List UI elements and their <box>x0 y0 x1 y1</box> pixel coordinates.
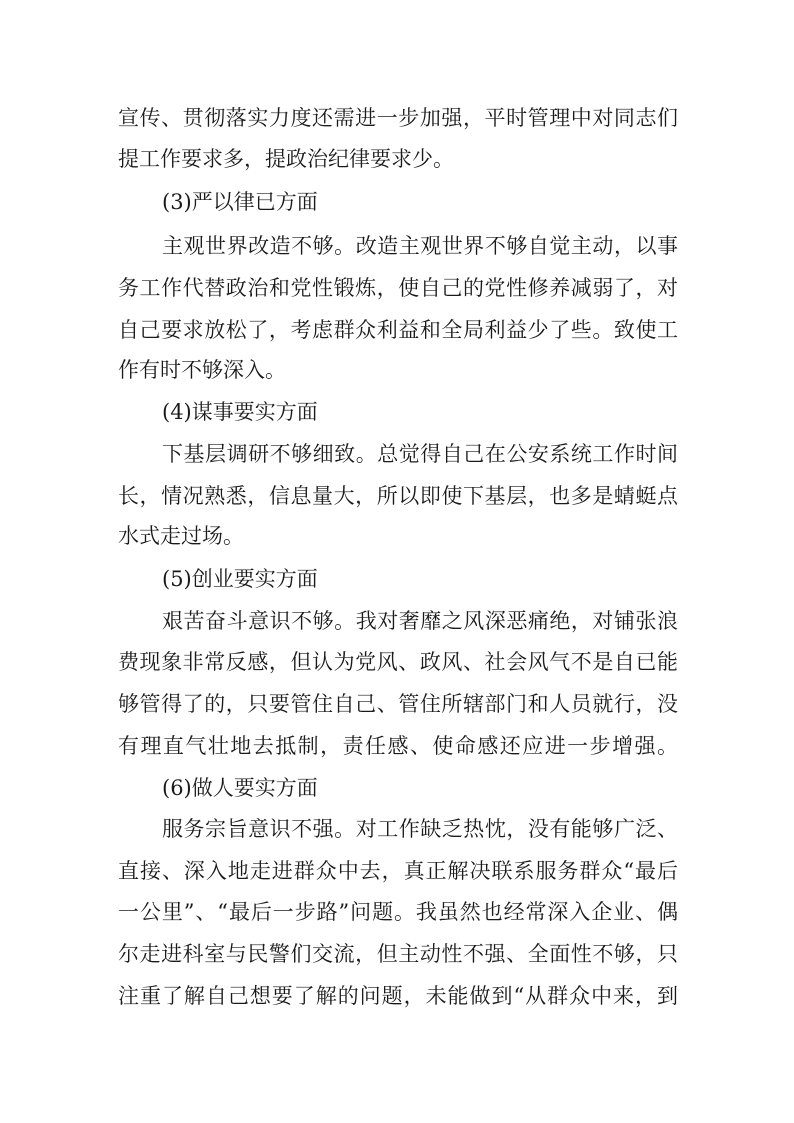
paragraph-line: 自己要求放松了，考虑群众利益和全局利益少了些。致使工 <box>118 318 678 342</box>
section-heading: (4)谋事要实方面 <box>162 400 318 424</box>
paragraph-line: 主观世界改造不够。改造主观世界不够自觉主动，以事 <box>162 234 678 258</box>
paragraph-line: 下基层调研不够细致。总觉得自己在公安系统工作时间 <box>162 442 678 466</box>
paragraph-line: 尔走进科室与民警们交流，但主动性不强、全面性不够，只 <box>118 942 678 966</box>
paragraph-line: 艰苦奋斗意识不够。我对奢靡之风深恶痛绝，对铺张浪 <box>162 609 678 633</box>
section-heading: (6)做人要实方面 <box>162 776 318 800</box>
paragraph-line: 直接、深入地走进群众中去，真正解决联系服务群众“最后 <box>118 859 678 883</box>
paragraph-line: 服务宗旨意识不强。对工作缺乏热忱，没有能够广泛、 <box>162 817 678 841</box>
paragraph-line: 够管得了的，只要管住自己、管住所辖部门和人员就行，没 <box>118 692 678 716</box>
paragraph-line: 费现象非常反感，但认为党风、政风、社会风气不是自已能 <box>118 650 678 674</box>
paragraph-line: 提工作要求多，提政治纪律要求少。 <box>118 147 454 171</box>
paragraph-line: 长，情况熟悉，信息量大，所以即使下基层，也多是蜻蜓点 <box>118 484 678 508</box>
paragraph-line: 务工作代替政治和党性锻炼，使自己的党性修养减弱了，对 <box>118 276 678 300</box>
paragraph-line: 作有时不够深入。 <box>118 358 286 382</box>
paragraph-line: 水式走过场。 <box>118 524 244 548</box>
paragraph-line: 有理直气壮地去抵制，责任感、使命感还应进一步增强。 <box>118 734 678 758</box>
section-heading: (3)严以律已方面 <box>162 190 318 214</box>
paragraph-line: 一公里”、“最后一步路”问题。我虽然也经常深入企业、偶 <box>118 900 678 924</box>
paragraph-line: 注重了解自己想要了解的问题，未能做到“从群众中来，到 <box>118 984 678 1008</box>
paragraph-line: 宣传、贯彻落实力度还需进一步加强，平时管理中对同志们 <box>118 106 678 130</box>
section-heading: (5)创业要实方面 <box>162 567 318 591</box>
